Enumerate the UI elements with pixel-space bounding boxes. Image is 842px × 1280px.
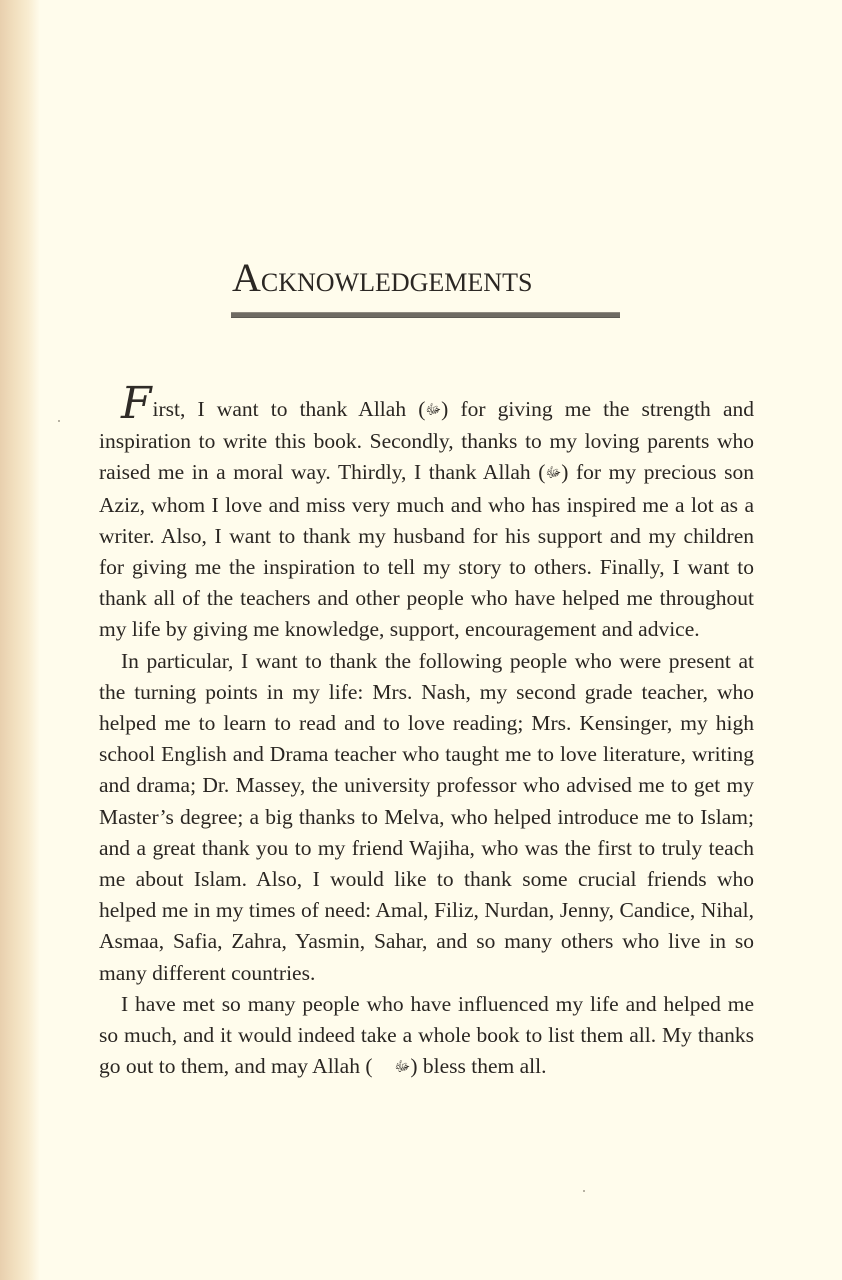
text-segment: In particular, I want to thank the following people who were present at the turning points in my life: Mrs. Nash, my second grade teacher, who helped me to learn to read and to love reading; Mrs. Kensinger, my high school English and Drama teacher who taught me to love literature, writing and drama; Dr. Massey, the university professor who advised me to get my Master’s degree; a big thanks to Melva, who helped introduce me to Islam; and a great thank you to my friend Wajiha, who was the first to truly teach me about Islam. Also, I would like to thank some crucial friends who helped me in my times of need: Amal, Filiz, Nurdan, Jenny, Candice, Nihal, Asmaa, Safia, Zahra, Yasmin, Sahar, and so many others who live in so many different countries.: [99, 648, 754, 985]
paper-speck: [58, 420, 60, 422]
honorific-glyph-icon: ﷻ: [425, 403, 442, 418]
honorific-glyph-icon: ﷻ: [394, 1060, 411, 1076]
text-segment: irst, I want to thank Allah (: [152, 397, 426, 421]
text-segment: ) for giving me the strength and inspiration to write this book. Secondly, thanks to my loving parents who raised me in a moral way. Thirdly, I thank Allah (: [99, 397, 754, 485]
paragraph-1: [99, 378, 755, 646]
title-rest: CKNOWLEDGEMENTS: [260, 268, 533, 297]
text-segment: I have met so many people who have influenced my life and helped me so much, and it would indeed take a whole book to list them all. My thanks go out to them, and may Allah (: [99, 991, 754, 1079]
text-segment: ) bless them all.: [410, 1054, 547, 1079]
text-segment: ) for my precious son Aziz, whom I love and miss very much and who has inspired me a lot as a writer. Also, I want to thank my husband for his support and my children for giving me the inspiration to tell my story to others. Finally, I want to thank all of the teachers and other people who have helped me throughout my life by giving me knowledge, support, encouragement and advice.: [99, 460, 755, 642]
title-initial: A: [232, 255, 261, 300]
acknowledgements-body: [99, 378, 755, 1083]
page-title: [232, 255, 622, 303]
paragraph-2: [99, 646, 754, 989]
honorific-glyph-icon: ﷻ: [545, 466, 562, 482]
paragraph-3: [99, 989, 754, 1084]
title-underline-rule: [231, 312, 620, 318]
paper-speck: [583, 1190, 585, 1192]
drop-cap: F: [121, 378, 152, 429]
